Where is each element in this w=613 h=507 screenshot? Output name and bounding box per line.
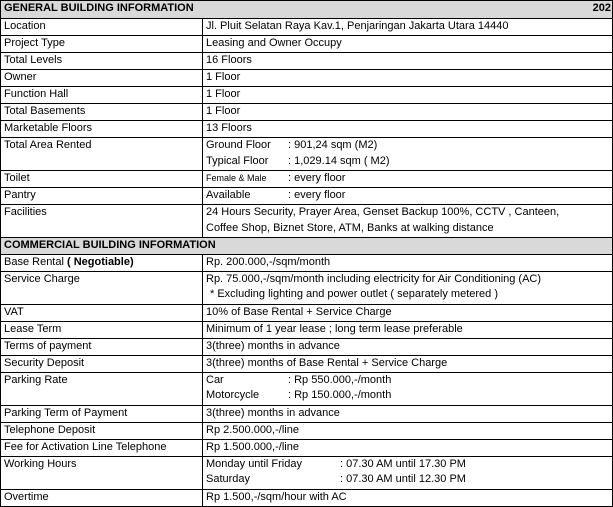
row-label: Total Levels: [1, 53, 203, 70]
weekday-value: : 07.30 AM until 17.30 PM: [340, 457, 466, 470]
row-value: [203, 171, 613, 188]
row-label: Pantry: [1, 188, 203, 205]
table-row: [1, 87, 613, 104]
row-value: Minimum of 1 year lease ; long term lease preferable: [203, 321, 613, 338]
row-value: Rp 1.500.000,-/line: [203, 439, 613, 456]
table-row: [1, 19, 613, 36]
table-row: [1, 405, 613, 422]
row-label: Function Hall: [1, 87, 203, 104]
row-label: Total Basements: [1, 104, 203, 121]
row-label: Toilet: [1, 171, 203, 188]
typical-floor-value: : 1,029.14 sqm ( M2): [288, 154, 390, 167]
row-label: Lease Term: [1, 321, 203, 338]
row-value: [203, 138, 613, 171]
row-value: Jl. Pluit Selatan Raya Kav.1, Penjaringan Jakarta Utara 14440: [203, 19, 613, 36]
row-value: 13 Floors: [203, 121, 613, 138]
general-title: GENERAL BUILDING INFORMATION: [4, 2, 194, 14]
table-row: [1, 36, 613, 53]
typical-floor-label: Typical Floor: [206, 154, 269, 167]
row-value: Rp 2.500.000,-/line: [203, 422, 613, 439]
table-row: [1, 271, 613, 304]
table-row: [1, 422, 613, 439]
row-value: 16 Floors: [203, 53, 613, 70]
row-label: Location: [1, 19, 203, 36]
saturday-value: : 07.30 AM until 12.30 PM: [340, 473, 466, 485]
general-header-row: [1, 1, 613, 19]
row-label: Terms of payment: [1, 338, 203, 355]
table-row: [1, 304, 613, 321]
row-value: 3(three) months in advance: [203, 338, 613, 355]
table-row: [1, 456, 613, 489]
row-label: Fee for Activation Line Telephone: [1, 439, 203, 456]
saturday-label: Saturday: [206, 473, 251, 485]
service-charge-line-1: Rp. 75.000,-/sqm/month including electricity for Air Conditioning (AC): [206, 272, 542, 285]
toilet-key: Female & Male: [206, 173, 267, 183]
row-value: 1 Floor: [203, 104, 613, 121]
commercial-header-row: [1, 238, 613, 255]
row-label: Total Area Rented: [1, 138, 203, 171]
commercial-title: COMMERCIAL BUILDING INFORMATION: [1, 238, 613, 255]
table-row: [1, 70, 613, 87]
weekday-label: Monday until Friday: [206, 457, 302, 470]
table-row: [1, 321, 613, 338]
row-label: VAT: [1, 304, 203, 321]
row-label: Telephone Deposit: [1, 422, 203, 439]
row-label: Parking Rate: [1, 372, 203, 405]
table-row: [1, 372, 613, 405]
row-label: Working Hours: [1, 456, 203, 489]
row-label: Security Deposit: [1, 355, 203, 372]
row-value: Leasing and Owner Occupy: [203, 36, 613, 53]
table-row: [1, 121, 613, 138]
row-value: [203, 205, 613, 238]
table-row: [1, 338, 613, 355]
motorcycle-label: Motorcycle: [206, 389, 260, 401]
table-row: [1, 104, 613, 121]
row-label: Overtime: [1, 489, 203, 506]
table-row: [1, 53, 613, 70]
ground-floor-value: : 901,24 sqm (M2): [288, 139, 378, 151]
table-row: [1, 138, 613, 171]
car-value: : Rp 550.000,-/month: [288, 373, 392, 386]
row-value: 1 Floor: [203, 70, 613, 87]
table-row: [1, 171, 613, 188]
toilet-value: : every floor: [288, 172, 346, 184]
table-row: [1, 188, 613, 205]
row-value: [203, 188, 613, 205]
row-label: Owner: [1, 70, 203, 87]
table-row: [1, 489, 613, 506]
row-value: [203, 456, 613, 489]
row-label: Parking Term of Payment: [1, 405, 203, 422]
row-label: Facilities: [1, 205, 203, 238]
table-row: [1, 355, 613, 372]
car-label: Car: [206, 373, 224, 386]
base-rental-label: Base Rental: [4, 256, 64, 268]
row-value: 3(three) months in advance: [203, 405, 613, 422]
row-value: Rp 1.500,-/sqm/hour with AC: [203, 489, 613, 506]
row-value: [203, 271, 613, 304]
pantry-value: : every floor: [288, 189, 346, 201]
service-charge-line-2: * Excluding lighting and power outlet ( separately metered ): [210, 288, 498, 300]
row-label: Marketable Floors: [1, 121, 203, 138]
facilities-line-2: Coffee Shop, Biznet Store, ATM, Banks at walking distance: [206, 221, 494, 234]
pantry-key: Available: [206, 189, 251, 201]
row-value: 10% of Base Rental + Service Charge: [203, 304, 613, 321]
table-row: [1, 205, 613, 238]
row-value: 3(three) months of Base Rental + Service Charge: [203, 355, 613, 372]
row-value: Rp. 200.000,-/sqm/month: [203, 255, 613, 272]
row-label: [1, 255, 203, 272]
row-label: Project Type: [1, 36, 203, 53]
table-row: [1, 439, 613, 456]
negotiable-note: ( Negotiable): [67, 256, 134, 268]
row-label: Service Charge: [1, 271, 203, 304]
ground-floor-label: Ground Floor: [206, 139, 271, 151]
general-header: [1, 1, 613, 19]
row-value: [203, 372, 613, 405]
facilities-line-1: 24 Hours Security, Prayer Area, Genset Backup 100%, CCTV , Canteen,: [206, 206, 560, 218]
table-row: [1, 255, 613, 272]
motorcycle-value: : Rp 150.000,-/month: [288, 389, 392, 401]
row-value: 1 Floor: [203, 87, 613, 104]
year-label: 202: [592, 2, 612, 14]
